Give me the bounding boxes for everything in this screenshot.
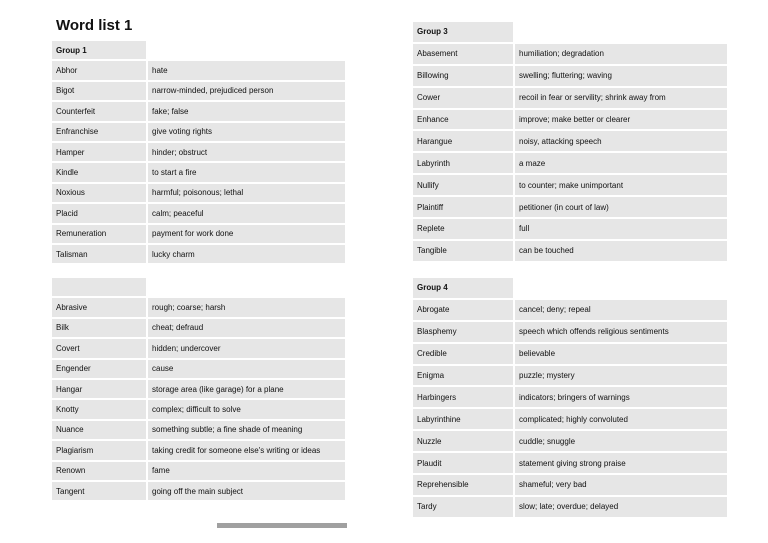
table-row xyxy=(52,482,345,500)
table-row xyxy=(413,366,727,386)
word-cell: Nuance xyxy=(52,421,148,439)
meaning-cell: petitioner (in court of law) xyxy=(515,197,727,217)
group-header-row xyxy=(52,41,345,59)
table-row xyxy=(413,344,727,364)
meaning-cell: cause xyxy=(148,360,345,378)
table-row xyxy=(52,143,345,161)
meaning-cell: speech which offends religious sentiments xyxy=(515,322,727,342)
table-row xyxy=(413,197,727,217)
word-cell: Renown xyxy=(52,462,148,480)
group-heading: Group 3 xyxy=(413,22,515,42)
word-cell: Harbingers xyxy=(413,387,515,407)
table-row xyxy=(52,441,345,459)
word-cell: Reprehensible xyxy=(413,475,515,495)
word-cell: Labyrinth xyxy=(413,153,515,173)
table-row xyxy=(413,110,727,130)
word-cell: Abasement xyxy=(413,44,515,64)
word-cell: Harangue xyxy=(413,131,515,151)
table-row xyxy=(413,44,727,64)
meaning-cell: calm; peaceful xyxy=(148,204,345,222)
table-row xyxy=(413,453,727,473)
word-cell: Enigma xyxy=(413,366,515,386)
meaning-cell: something subtle; a fine shade of meaning xyxy=(148,421,345,439)
table-row xyxy=(413,322,727,342)
meaning-cell: hinder; obstruct xyxy=(148,143,345,161)
group-heading-spacer xyxy=(515,22,727,42)
meaning-cell: fame xyxy=(148,462,345,480)
word-cell: Bigot xyxy=(52,82,148,100)
meaning-cell: going off the main subject xyxy=(148,482,345,500)
group-heading-spacer xyxy=(148,278,345,296)
word-cell: Plaintiff xyxy=(413,197,515,217)
word-cell: Nullify xyxy=(413,175,515,195)
word-cell: Bilk xyxy=(52,319,148,337)
word-cell: Kindle xyxy=(52,163,148,181)
word-cell: Tardy xyxy=(413,497,515,517)
meaning-cell: to counter; make unimportant xyxy=(515,175,727,195)
table-row xyxy=(413,431,727,451)
table-row xyxy=(52,319,345,337)
word-cell: Blasphemy xyxy=(413,322,515,342)
word-cell: Labyrinthine xyxy=(413,409,515,429)
word-cell: Abhor xyxy=(52,61,148,79)
word-cell: Enfranchise xyxy=(52,123,148,141)
word-cell: Tangent xyxy=(52,482,148,500)
word-cell: Tangible xyxy=(413,241,515,261)
meaning-cell: can be touched xyxy=(515,241,727,261)
group-header-row xyxy=(52,278,345,296)
table-row xyxy=(413,88,727,108)
group-heading-spacer xyxy=(515,278,727,298)
table-row xyxy=(52,204,345,222)
word-cell: Plaudit xyxy=(413,453,515,473)
page-title: Word list 1 xyxy=(56,17,133,34)
table-row xyxy=(413,241,727,261)
table-row xyxy=(52,298,345,316)
meaning-cell: shameful; very bad xyxy=(515,475,727,495)
word-cell: Placid xyxy=(52,204,148,222)
table-row xyxy=(413,387,727,407)
word-cell: Hamper xyxy=(52,143,148,161)
table-row xyxy=(413,497,727,517)
meaning-cell: noisy, attacking speech xyxy=(515,131,727,151)
meaning-cell: believable xyxy=(515,344,727,364)
word-cell: Knotty xyxy=(52,400,148,418)
word-cell: Engender xyxy=(52,360,148,378)
word-cell: Covert xyxy=(52,339,148,357)
word-cell: Noxious xyxy=(52,184,148,202)
table-row xyxy=(52,360,345,378)
word-cell: Hangar xyxy=(52,380,148,398)
table-row xyxy=(413,175,727,195)
word-cell: Counterfeit xyxy=(52,102,148,120)
meaning-cell: taking credit for someone else's writing or ideas xyxy=(148,441,345,459)
word-cell: Nuzzle xyxy=(413,431,515,451)
group-header-row xyxy=(413,278,727,298)
group-heading: Group 1 xyxy=(52,41,148,59)
word-cell: Replete xyxy=(413,219,515,239)
word-cell: Cower xyxy=(413,88,515,108)
meaning-cell: cheat; defraud xyxy=(148,319,345,337)
meaning-cell: cancel; deny; repeal xyxy=(515,300,727,320)
meaning-cell: hidden; undercover xyxy=(148,339,345,357)
word-cell: Credible xyxy=(413,344,515,364)
meaning-cell: hate xyxy=(148,61,345,79)
word-cell: Billowing xyxy=(413,66,515,86)
table-row xyxy=(52,163,345,181)
table-row xyxy=(52,184,345,202)
word-table-group-4 xyxy=(413,276,727,519)
meaning-cell: statement giving strong praise xyxy=(515,453,727,473)
horizontal-scrollbar-thumb[interactable] xyxy=(217,523,347,528)
meaning-cell: payment for work done xyxy=(148,225,345,243)
table-row xyxy=(52,123,345,141)
group-heading: Group 4 xyxy=(413,278,515,298)
table-row xyxy=(413,475,727,495)
meaning-cell: harmful; poisonous; lethal xyxy=(148,184,345,202)
meaning-cell: full xyxy=(515,219,727,239)
table-row xyxy=(413,131,727,151)
word-cell: Plagiarism xyxy=(52,441,148,459)
meaning-cell: lucky charm xyxy=(148,245,345,263)
table-row xyxy=(52,61,345,79)
table-row xyxy=(413,219,727,239)
meaning-cell: fake; false xyxy=(148,102,345,120)
meaning-cell: cuddle; snuggle xyxy=(515,431,727,451)
table-row xyxy=(413,66,727,86)
meaning-cell: swelling; fluttering; waving xyxy=(515,66,727,86)
meaning-cell: storage area (like garage) for a plane xyxy=(148,380,345,398)
table-row xyxy=(413,409,727,429)
word-cell: Abrogate xyxy=(413,300,515,320)
group-header-row xyxy=(413,22,727,42)
meaning-cell: recoil in fear or servility; shrink away from xyxy=(515,88,727,108)
table-row xyxy=(52,400,345,418)
word-table-group-2 xyxy=(52,276,345,502)
word-cell: Enhance xyxy=(413,110,515,130)
group-heading xyxy=(52,278,148,296)
group-heading-spacer xyxy=(148,41,345,59)
meaning-cell: complicated; highly convoluted xyxy=(515,409,727,429)
table-row xyxy=(52,339,345,357)
meaning-cell: rough; coarse; harsh xyxy=(148,298,345,316)
table-row xyxy=(52,225,345,243)
meaning-cell: complex; difficult to solve xyxy=(148,400,345,418)
word-table-group-1 xyxy=(52,39,345,265)
word-cell: Remuneration xyxy=(52,225,148,243)
table-row xyxy=(52,380,345,398)
table-row xyxy=(52,421,345,439)
meaning-cell: improve; make better or clearer xyxy=(515,110,727,130)
meaning-cell: humiliation; degradation xyxy=(515,44,727,64)
table-row xyxy=(52,245,345,263)
meaning-cell: to start a fire xyxy=(148,163,345,181)
table-row xyxy=(413,300,727,320)
meaning-cell: indicators; bringers of warnings xyxy=(515,387,727,407)
table-row xyxy=(413,153,727,173)
meaning-cell: narrow-minded, prejudiced person xyxy=(148,82,345,100)
table-row xyxy=(52,82,345,100)
word-table-group-3 xyxy=(413,20,727,263)
table-row xyxy=(52,462,345,480)
meaning-cell: give voting rights xyxy=(148,123,345,141)
meaning-cell: a maze xyxy=(515,153,727,173)
word-cell: Talisman xyxy=(52,245,148,263)
meaning-cell: slow; late; overdue; delayed xyxy=(515,497,727,517)
meaning-cell: puzzle; mystery xyxy=(515,366,727,386)
word-cell: Abrasive xyxy=(52,298,148,316)
table-row xyxy=(52,102,345,120)
